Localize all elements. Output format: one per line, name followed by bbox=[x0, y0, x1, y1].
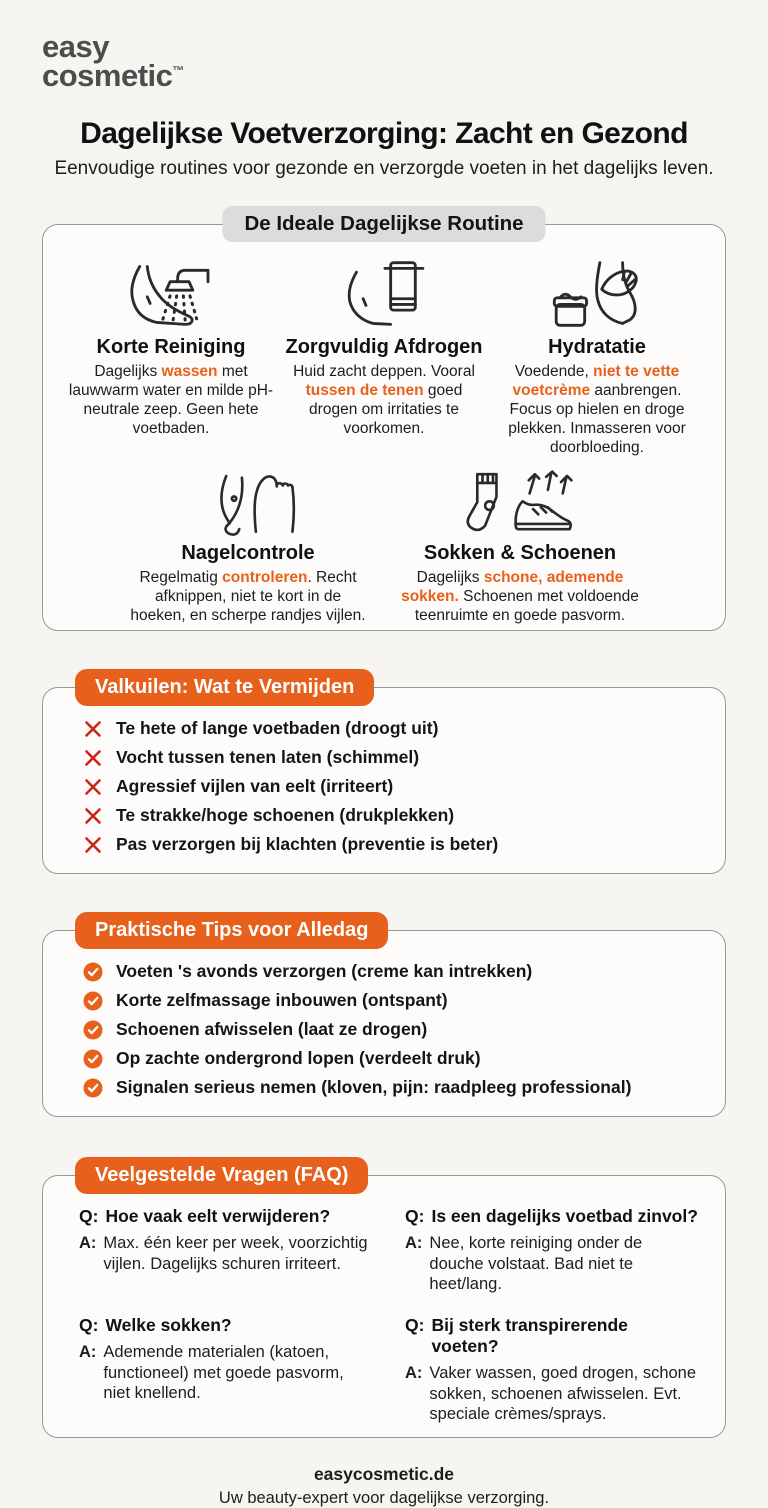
highlight-text: schone, ademende sokken. bbox=[401, 569, 624, 606]
faq-question: Q: Hoe vaak eelt verwijderen? bbox=[79, 1206, 331, 1227]
tip-item: Schoenen afwisselen (laat ze drogen) bbox=[83, 1019, 701, 1040]
faq-heading: Veelgestelde Vragen (FAQ) bbox=[75, 1157, 368, 1194]
routine-card-hydratatie bbox=[494, 257, 701, 458]
faq-question: Q: Bij sterk transpirerende voeten? bbox=[405, 1315, 628, 1356]
footer-site: easycosmetic.de bbox=[313, 1463, 455, 1484]
routine-card-nagelcontrole bbox=[126, 469, 370, 626]
routine-card-title: Korte Reiniging bbox=[96, 335, 246, 358]
x-icon bbox=[83, 719, 103, 739]
tips-heading: Praktische Tips voor Alledag bbox=[75, 912, 388, 949]
routine-card-title: Zorgvuldig Afdrogen bbox=[285, 335, 483, 358]
tips-section bbox=[42, 919, 726, 1117]
highlight-text: controleren bbox=[222, 569, 308, 587]
highlight-text: tussen de tenen bbox=[305, 381, 424, 399]
routine-card-afdrogen bbox=[281, 257, 488, 458]
answer-prefix: A: bbox=[405, 1234, 423, 1253]
routine-card-desc: Huid zacht deppen. Vooral tussen de tenen goed drogen om irritaties te voorkomen. bbox=[293, 362, 475, 437]
faq-answer: A: Ademende materialen (katoen, functioneel) met goede pasvorm, niet knellend. bbox=[79, 1343, 344, 1403]
pitfall-item: Pas verzorgen bij klachten (preventie is beter) bbox=[83, 834, 701, 855]
faq-answer: A: Nee, korte reiniging onder de douche volstaat. Bad niet te heet/lang. bbox=[405, 1234, 643, 1294]
header bbox=[42, 29, 726, 180]
routine-card-sokken-schoenen bbox=[398, 469, 642, 626]
routine-card-title: Sokken & Schoenen bbox=[423, 542, 617, 565]
x-icon bbox=[83, 777, 103, 797]
tip-item: Signalen serieus nemen (kloven, pijn: raadpleeg professional) bbox=[83, 1077, 701, 1098]
tip-item: Korte zelfmassage inbouwen (ontspant) bbox=[83, 990, 701, 1011]
check-icon bbox=[83, 1049, 103, 1069]
logo-line1: easy bbox=[42, 29, 109, 64]
check-icon bbox=[83, 962, 103, 982]
brand-logo bbox=[42, 29, 726, 94]
question-prefix: Q: bbox=[405, 1206, 425, 1227]
routine-card-desc: Voedende, niet te vette voetcrème aanbrengen. Focus op hielen en droge plekken. Inmasseren voor doorbloeding. bbox=[508, 362, 686, 456]
question-prefix: Q: bbox=[79, 1206, 99, 1227]
check-icon bbox=[83, 1078, 103, 1098]
faq-answer: A: Vaker wassen, goed drogen, schone sokken, schoenen afwisselen. Evt. speciale crèmes/sprays. bbox=[405, 1364, 697, 1424]
answer-prefix: A: bbox=[79, 1234, 97, 1253]
highlight-text: niet te vette voetcrème bbox=[512, 362, 680, 399]
logo-line2: cosmetic™ bbox=[42, 58, 184, 94]
tips-list bbox=[67, 961, 701, 1098]
footer-tagline: Uw beauty-expert voor dagelijkse verzorging. bbox=[218, 1488, 550, 1507]
footer bbox=[42, 1464, 726, 1508]
check-icon bbox=[83, 991, 103, 1011]
faq-grid bbox=[69, 1206, 699, 1425]
pitfalls-section bbox=[42, 676, 726, 874]
faq-section bbox=[42, 1164, 726, 1438]
pitfall-item: Te hete of lange voetbaden (droogt uit) bbox=[83, 718, 701, 739]
highlight-text: wassen bbox=[161, 362, 218, 380]
x-icon bbox=[83, 835, 103, 855]
routine-card-desc: Regelmatig controleren. Recht afknippen, niet te kort in de hoeken, en scherpe randjes vijlen. bbox=[130, 569, 366, 625]
faq-question: Q: Welke sokken? bbox=[79, 1315, 232, 1335]
page-title: Dagelijkse Voetverzorging: Zacht en Gezond bbox=[80, 116, 688, 150]
tip-item: Op zachte ondergrond lopen (verdeelt druk) bbox=[83, 1048, 701, 1069]
faq-question: Q: Is een dagelijks voetbad zinvol? bbox=[405, 1206, 698, 1227]
faq-item bbox=[405, 1315, 699, 1425]
towel-foot-icon bbox=[281, 257, 488, 331]
routine-section bbox=[42, 211, 726, 631]
faq-item bbox=[79, 1206, 373, 1295]
cream-foot-icon bbox=[494, 257, 701, 331]
routine-card-desc: Dagelijks schone, ademende sokken. Schoenen met voldoende teenruimte en goede pasvorm. bbox=[401, 569, 639, 625]
trademark-symbol: ™ bbox=[172, 64, 184, 79]
nail-clipper-foot-icon bbox=[126, 469, 370, 537]
sock-shoe-icon bbox=[398, 469, 642, 537]
faq-answer: A: Max. één keer per week, voorzichtig vijlen. Dagelijks schuren irriteert. bbox=[79, 1234, 368, 1273]
x-icon bbox=[83, 748, 103, 768]
x-icon bbox=[83, 806, 103, 826]
question-prefix: Q: bbox=[405, 1315, 425, 1335]
shower-foot-icon bbox=[68, 257, 275, 331]
routine-card-title: Hydratatie bbox=[548, 335, 646, 358]
pitfalls-heading: Valkuilen: Wat te Vermijden bbox=[75, 669, 374, 706]
faq-item bbox=[405, 1206, 699, 1295]
page-subtitle: Eenvoudige routines voor gezonde en verzorgde voeten in het dagelijks leven. bbox=[54, 157, 714, 179]
pitfall-item: Vocht tussen tenen laten (schimmel) bbox=[83, 747, 701, 768]
question-prefix: Q: bbox=[79, 1315, 99, 1335]
pitfalls-list bbox=[67, 718, 701, 855]
check-icon bbox=[83, 1020, 103, 1040]
routine-card-reiniging bbox=[68, 257, 275, 458]
pitfall-item: Agressief vijlen van eelt (irriteert) bbox=[83, 776, 701, 797]
answer-prefix: A: bbox=[405, 1364, 423, 1382]
routine-grid bbox=[57, 257, 711, 626]
routine-heading: De Ideale Dagelijkse Routine bbox=[222, 206, 545, 242]
routine-card-title: Nagelcontrole bbox=[181, 542, 315, 565]
faq-item bbox=[79, 1315, 373, 1425]
tip-item: Voeten 's avonds verzorgen (creme kan intrekken) bbox=[83, 961, 701, 982]
pitfall-item: Te strakke/hoge schoenen (drukplekken) bbox=[83, 805, 701, 826]
answer-prefix: A: bbox=[79, 1343, 97, 1361]
routine-card-desc: Dagelijks wassen met lauwwarm water en milde pH-neutrale zeep. Geen hete voetbaden. bbox=[68, 362, 274, 437]
